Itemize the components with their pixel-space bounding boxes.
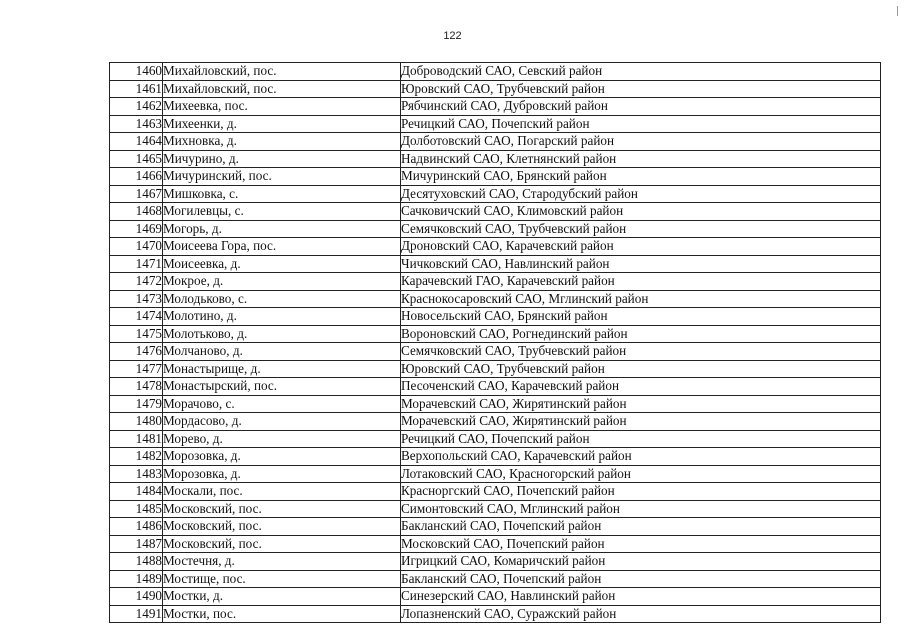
settlement-name-cell: Молотьково, д.	[163, 325, 401, 343]
row-number-cell: 1486	[110, 518, 163, 536]
row-number-cell: 1485	[110, 500, 163, 518]
table-row	[110, 570, 881, 588]
district-cell: Верхопольский САО, Карачевский район	[401, 448, 881, 466]
settlement-name-cell: Михеевка, пос.	[163, 98, 401, 116]
settlement-name-cell: Моисеева Гора, пос.	[163, 238, 401, 256]
table-row	[110, 80, 881, 98]
table-row	[110, 465, 881, 483]
table-row	[110, 115, 881, 133]
district-cell: Красноргский САО, Почепский район	[401, 483, 881, 501]
settlement-name-cell: Москали, пос.	[163, 483, 401, 501]
row-number-cell: 1491	[110, 605, 163, 623]
settlement-name-cell: Михновка, д.	[163, 133, 401, 151]
row-number-cell: 1476	[110, 343, 163, 361]
district-cell: Сачковичский САО, Климовский район	[401, 203, 881, 221]
row-number-cell: 1473	[110, 290, 163, 308]
table-row	[110, 360, 881, 378]
district-cell: Семячковский САО, Трубчевский район	[401, 343, 881, 361]
row-number-cell: 1477	[110, 360, 163, 378]
table-row	[110, 133, 881, 151]
row-number-cell: 1475	[110, 325, 163, 343]
district-cell: Краснокосаровский САО, Мглинский район	[401, 290, 881, 308]
settlement-name-cell: Морево, д.	[163, 430, 401, 448]
settlement-name-cell: Моисеевка, д.	[163, 255, 401, 273]
table-row	[110, 308, 881, 326]
settlement-name-cell: Могилевцы, с.	[163, 203, 401, 221]
settlement-name-cell: Мостки, пос.	[163, 605, 401, 623]
table-row	[110, 378, 881, 396]
table-row	[110, 168, 881, 186]
district-cell: Симонтовский САО, Мглинский район	[401, 500, 881, 518]
table-row	[110, 185, 881, 203]
settlement-name-cell: Монастырский, пос.	[163, 378, 401, 396]
district-cell: Десятуховский САО, Стародубский район	[401, 185, 881, 203]
settlement-name-cell: Морачово, с.	[163, 395, 401, 413]
row-number-cell: 1464	[110, 133, 163, 151]
row-number-cell: 1478	[110, 378, 163, 396]
settlement-name-cell: Михайловский, пос.	[163, 63, 401, 81]
table-row	[110, 535, 881, 553]
settlement-name-cell: Михайловский, пос.	[163, 80, 401, 98]
table-row	[110, 413, 881, 431]
table-row	[110, 430, 881, 448]
table-row	[110, 220, 881, 238]
row-number-cell: 1463	[110, 115, 163, 133]
row-number-cell: 1487	[110, 535, 163, 553]
district-cell: Новосельский САО, Брянский район	[401, 308, 881, 326]
district-cell: Вороновский САО, Рогнединский район	[401, 325, 881, 343]
settlement-name-cell: Молчаново, д.	[163, 343, 401, 361]
settlement-name-cell: Могорь, д.	[163, 220, 401, 238]
district-cell: Морачевский САО, Жирятинский район	[401, 413, 881, 431]
settlement-name-cell: Мордасово, д.	[163, 413, 401, 431]
row-number-cell: 1470	[110, 238, 163, 256]
table-row	[110, 553, 881, 571]
settlement-name-cell: Молотино, д.	[163, 308, 401, 326]
settlement-name-cell: Молодьково, с.	[163, 290, 401, 308]
row-number-cell: 1474	[110, 308, 163, 326]
page-edge-mark	[897, 6, 898, 16]
table-row	[110, 150, 881, 168]
district-cell: Чичковский САО, Навлинский район	[401, 255, 881, 273]
district-cell: Надвинский САО, Клетнянский район	[401, 150, 881, 168]
row-number-cell: 1460	[110, 63, 163, 81]
settlement-name-cell: Мокрое, д.	[163, 273, 401, 291]
district-cell: Рябчинский САО, Дубровский район	[401, 98, 881, 116]
row-number-cell: 1484	[110, 483, 163, 501]
row-number-cell: 1481	[110, 430, 163, 448]
table-row	[110, 325, 881, 343]
district-cell: Дроновский САО, Карачевский район	[401, 238, 881, 256]
row-number-cell: 1461	[110, 80, 163, 98]
settlement-name-cell: Мичурино, д.	[163, 150, 401, 168]
district-cell: Доброводский САО, Севский район	[401, 63, 881, 81]
table-row	[110, 448, 881, 466]
settlement-name-cell: Мостище, пос.	[163, 570, 401, 588]
district-cell: Речицкий САО, Почепский район	[401, 115, 881, 133]
district-cell: Бакланский САО, Почепский район	[401, 570, 881, 588]
table-row	[110, 238, 881, 256]
district-cell: Юровский САО, Трубчевский район	[401, 80, 881, 98]
row-number-cell: 1466	[110, 168, 163, 186]
row-number-cell: 1480	[110, 413, 163, 431]
row-number-cell: 1488	[110, 553, 163, 571]
district-cell: Семячковский САО, Трубчевский район	[401, 220, 881, 238]
row-number-cell: 1471	[110, 255, 163, 273]
page-number: 122	[443, 30, 462, 42]
settlement-name-cell: Московский, пос.	[163, 500, 401, 518]
table-row	[110, 255, 881, 273]
settlement-name-cell: Мостечня, д.	[163, 553, 401, 571]
row-number-cell: 1482	[110, 448, 163, 466]
table-row	[110, 98, 881, 116]
row-number-cell: 1489	[110, 570, 163, 588]
table-row	[110, 203, 881, 221]
district-cell: Юровский САО, Трубчевский район	[401, 360, 881, 378]
district-cell: Долботовский САО, Погарский район	[401, 133, 881, 151]
district-cell: Лотаковский САО, Красногорский район	[401, 465, 881, 483]
district-cell: Карачевский ГАО, Карачевский район	[401, 273, 881, 291]
settlement-registry-table	[109, 62, 881, 623]
settlement-name-cell: Мишковка, с.	[163, 185, 401, 203]
settlement-name-cell: Монастырище, д.	[163, 360, 401, 378]
settlement-name-cell: Мичуринский, пос.	[163, 168, 401, 186]
row-number-cell: 1479	[110, 395, 163, 413]
row-number-cell: 1467	[110, 185, 163, 203]
district-cell: Речицкий САО, Почепский район	[401, 430, 881, 448]
table-row	[110, 290, 881, 308]
settlement-name-cell: Мостки, д.	[163, 588, 401, 606]
district-cell: Московский САО, Почепский район	[401, 535, 881, 553]
settlement-name-cell: Морозовка, д.	[163, 448, 401, 466]
settlement-name-cell: Морозовка, д.	[163, 465, 401, 483]
district-cell: Мичуринский САО, Брянский район	[401, 168, 881, 186]
table-row	[110, 343, 881, 361]
district-cell: Морачевский САО, Жирятинский район	[401, 395, 881, 413]
table-row	[110, 395, 881, 413]
district-cell: Синезерский САО, Навлинский район	[401, 588, 881, 606]
row-number-cell: 1472	[110, 273, 163, 291]
district-cell: Лопазненский САО, Суражский район	[401, 605, 881, 623]
table-row	[110, 273, 881, 291]
district-cell: Игрицкий САО, Комаричский район	[401, 553, 881, 571]
district-cell: Песоченский САО, Карачевский район	[401, 378, 881, 396]
table-row	[110, 605, 881, 623]
row-number-cell: 1465	[110, 150, 163, 168]
row-number-cell: 1462	[110, 98, 163, 116]
table-row	[110, 518, 881, 536]
row-number-cell: 1469	[110, 220, 163, 238]
table-row	[110, 588, 881, 606]
registry-table-body	[110, 63, 881, 623]
district-cell: Бакланский САО, Почепский район	[401, 518, 881, 536]
settlement-name-cell: Михеенки, д.	[163, 115, 401, 133]
settlement-name-cell: Московский, пос.	[163, 535, 401, 553]
table-row	[110, 483, 881, 501]
row-number-cell: 1468	[110, 203, 163, 221]
settlement-name-cell: Московский, пос.	[163, 518, 401, 536]
table-row	[110, 500, 881, 518]
row-number-cell: 1483	[110, 465, 163, 483]
table-row	[110, 63, 881, 81]
row-number-cell: 1490	[110, 588, 163, 606]
